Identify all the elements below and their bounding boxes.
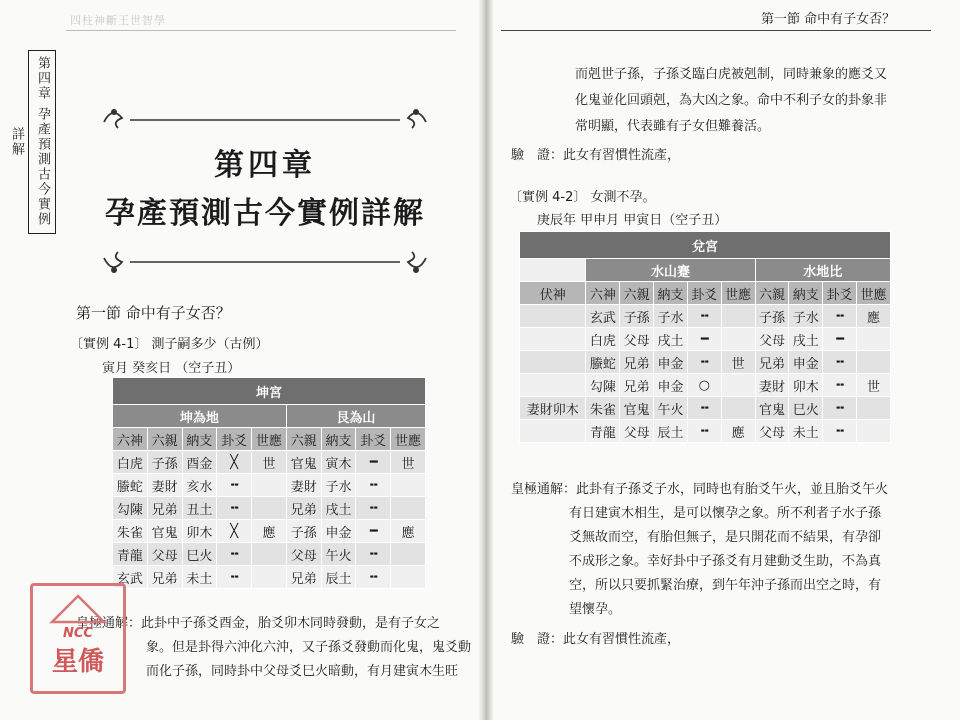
commentary-block: [511, 478, 951, 622]
table-cell: 兄弟: [755, 351, 789, 374]
right-page: [493, 0, 960, 720]
table-cell: [520, 328, 586, 351]
table-cell: 兄弟: [147, 566, 182, 589]
palace-header: 兌宮: [520, 232, 891, 259]
verify-label: 驗 證：: [511, 148, 564, 163]
table-row: [113, 566, 426, 589]
table-cell: 應: [252, 520, 287, 543]
hexagram-name-main: 水山蹇: [586, 259, 755, 282]
table-row: [520, 351, 891, 374]
column-header: 六神: [586, 282, 620, 305]
table-row: [113, 497, 426, 520]
table-cell: 勾陳: [586, 374, 620, 397]
table-cell: 子孫: [147, 451, 182, 474]
table-cell: ╍: [823, 374, 857, 397]
column-header: 世應: [857, 282, 891, 305]
column-header: 納支: [182, 428, 217, 451]
table-cell: ╍: [823, 420, 857, 443]
table-cell: ╍: [823, 305, 857, 328]
table-cell: [520, 420, 586, 443]
hexagram-name-changed: 水地比: [755, 259, 890, 282]
table-cell: 兄弟: [286, 497, 321, 520]
table-cell: ╍: [823, 397, 857, 420]
hexagram-table-left: [112, 377, 426, 589]
table-cell: ○: [687, 374, 721, 397]
table-cell: 父母: [620, 420, 654, 443]
commentary-line: 象。但是卦得六沖化六沖，又子孫爻發動而化鬼，鬼爻動: [146, 640, 472, 655]
table-cell: 白虎: [586, 328, 620, 351]
column-header: 卦爻: [217, 428, 252, 451]
table-cell: 午火: [321, 543, 356, 566]
table-cell: 玄武: [586, 305, 620, 328]
table-cell: 寅木: [321, 451, 356, 474]
table-cell: [721, 305, 755, 328]
commentary-line: 空，所以只要抓緊治療，到午年沖子孫而出空之時，有: [569, 578, 882, 593]
table-cell: 螣蛇: [113, 474, 148, 497]
table-cell: [721, 374, 755, 397]
table-cell: [721, 328, 755, 351]
table-cell: [857, 328, 891, 351]
example-tag: 〔實例 4-1〕: [70, 337, 148, 352]
chapter-title-block: [95, 140, 435, 232]
verify-block-2: [511, 628, 680, 647]
left-running-head: 四柱神斷王世智學: [70, 14, 166, 27]
table-cell: 青龍: [586, 420, 620, 443]
chapter-title: 孕產預測古今實例詳解: [105, 196, 425, 231]
table-cell: 巳火: [182, 543, 217, 566]
table-cell: [857, 351, 891, 374]
table-cell: 兄弟: [620, 374, 654, 397]
table-cell: [391, 543, 426, 566]
column-header: 卦爻: [687, 282, 721, 305]
table-cell: 兄弟: [147, 497, 182, 520]
table-cell: ╳: [217, 451, 252, 474]
column-header: 卦爻: [356, 428, 391, 451]
table-cell: 妻財: [286, 474, 321, 497]
hexagram-table-right: [519, 231, 891, 443]
intro-line: 常明顯，代表雖有子女但難養活。: [575, 119, 771, 134]
table-cell: [252, 543, 287, 566]
table-cell: [252, 474, 287, 497]
column-header: 卦爻: [823, 282, 857, 305]
verify-block-1: [511, 144, 680, 163]
commentary-label: 皇極通解：: [76, 616, 142, 631]
commentary-line: 不成形之象。幸好卦中子孫爻有月建動爻生助，不為真: [569, 554, 882, 569]
intro-block: [575, 62, 955, 140]
table-row: [520, 374, 891, 397]
table-cell: 辰土: [321, 566, 356, 589]
column-header: 世應: [391, 428, 426, 451]
intro-line: 而剋世子孫，子孫爻臨白虎被剋制，同時兼象的應爻又: [575, 67, 888, 82]
column-header: 世應: [721, 282, 755, 305]
bottom-ornament: [100, 250, 430, 280]
table-cell: [520, 351, 586, 374]
example-text: 測子嗣多少（古例）: [151, 337, 269, 352]
column-header: 伏神: [520, 282, 586, 305]
table-cell: [721, 397, 755, 420]
table-cell: 卯木: [789, 374, 823, 397]
table-cell: 兄弟: [620, 351, 654, 374]
table-cell: 未土: [789, 420, 823, 443]
table-cell: ╍: [217, 497, 252, 520]
commentary-line: 此卦中子孫爻酉金，胎爻卯木同時發動，是有子女之: [141, 616, 441, 631]
table-cell: 妻財卯木: [520, 397, 586, 420]
table-cell: 官鬼: [620, 397, 654, 420]
table-cell: 未土: [182, 566, 217, 589]
hexagram-name-main: 坤為地: [113, 405, 287, 428]
table-header-row: [113, 428, 426, 451]
table-cell: [520, 374, 586, 397]
table-cell: [857, 420, 891, 443]
table-cell: 應: [857, 305, 891, 328]
column-header: 納支: [654, 282, 688, 305]
table-cell: 申金: [789, 351, 823, 374]
table-cell: 巳火: [789, 397, 823, 420]
table-cell: 兄弟: [286, 566, 321, 589]
table-cell: 螣蛇: [586, 351, 620, 374]
table-cell: 父母: [755, 420, 789, 443]
book-gutter: [478, 0, 493, 720]
table-cell: [391, 497, 426, 520]
table-row: [520, 397, 891, 420]
date-line: 庚辰年 甲申月 甲寅日（空子丑）: [537, 213, 728, 228]
example-heading: [509, 186, 656, 205]
table-row: [113, 520, 426, 543]
table-row: [113, 451, 426, 474]
table-cell: 世: [391, 451, 426, 474]
table-cell: 亥水: [182, 474, 217, 497]
table-cell: 戌土: [789, 328, 823, 351]
left-page: [0, 0, 478, 720]
table-cell: [391, 566, 426, 589]
commentary-line: 有日建寅木相生，是可以懷孕之象。所不利者子水子孫: [569, 506, 882, 521]
table-cell: 父母: [147, 543, 182, 566]
table-cell: 子水: [321, 474, 356, 497]
table-cell: 父母: [286, 543, 321, 566]
table-header-row: [520, 282, 891, 305]
column-header: 六神: [113, 428, 148, 451]
table-cell: ━: [356, 520, 391, 543]
chapter-side-tab: 第四章 孕產預測古今實例詳解: [28, 50, 56, 234]
watermark-cjk: 星僑: [51, 647, 104, 677]
commentary-line: 望懷孕。: [569, 602, 622, 617]
table-cell: ╍: [217, 566, 252, 589]
table-cell: 青龍: [113, 543, 148, 566]
hexagram-name-changed: 艮為山: [286, 405, 425, 428]
table-row: [520, 420, 891, 443]
verify-label: 驗 證：: [511, 632, 564, 647]
table-cell: 官鬼: [755, 397, 789, 420]
watermark-latin: NCC: [63, 626, 93, 641]
right-running-head: 第一節 命中有子女否？: [761, 12, 896, 27]
commentary-label: 皇極通解：: [511, 482, 577, 497]
triangle-logo-icon: [48, 592, 108, 626]
section-title: 第一節 命中有子女否？: [76, 304, 231, 322]
table-cell: 申金: [654, 374, 688, 397]
table-cell: [252, 497, 287, 520]
right-running-head-rule: [501, 30, 931, 31]
table-cell: ╍: [217, 543, 252, 566]
table-cell: 午火: [654, 397, 688, 420]
table-cell: ╍: [687, 305, 721, 328]
verify-text: 此女有習慣性流產，: [563, 148, 681, 163]
table-row: [113, 543, 426, 566]
table-cell: ━: [687, 328, 721, 351]
example-heading: [70, 333, 269, 352]
table-cell: 子孫: [620, 305, 654, 328]
table-cell: 酉金: [182, 451, 217, 474]
table-cell: ╍: [823, 351, 857, 374]
table-cell: 子水: [789, 305, 823, 328]
column-header: 六親: [147, 428, 182, 451]
verify-text: 此女有習慣性流產，: [563, 632, 681, 647]
table-cell: 勾陳: [113, 497, 148, 520]
table-cell: [857, 397, 891, 420]
table-row: [520, 328, 891, 351]
ncc-watermark: [30, 583, 126, 694]
left-running-head-rule: [66, 30, 456, 31]
table-cell: ━: [356, 451, 391, 474]
column-header: 納支: [321, 428, 356, 451]
palace-header: 坤宮: [113, 378, 426, 405]
column-header: 納支: [789, 282, 823, 305]
table-cell: 子孫: [755, 305, 789, 328]
table-cell: ╍: [687, 420, 721, 443]
table-cell: 申金: [654, 351, 688, 374]
date-line: 寅月 癸亥日 （空子丑）: [102, 361, 241, 376]
table-cell: 應: [721, 420, 755, 443]
table-cell: 子水: [654, 305, 688, 328]
commentary-line: 此卦有子孫爻子水，同時也有胎爻午火，並且胎爻午火: [576, 482, 889, 497]
column-header: 六親: [286, 428, 321, 451]
table-row: [520, 305, 891, 328]
table-cell: [520, 305, 586, 328]
table-cell: ━: [823, 328, 857, 351]
table-cell: [252, 566, 287, 589]
column-header: 六親: [620, 282, 654, 305]
table-row: [113, 474, 426, 497]
table-cell: 世: [721, 351, 755, 374]
commentary-line: 爻無故而空，有胎但無子，是只開花而不結果，有孕卻: [569, 530, 882, 545]
table-cell: 世: [857, 374, 891, 397]
example-tag: 〔實例 4-2〕: [509, 190, 587, 205]
table-cell: 世: [252, 451, 287, 474]
chapter-number: 第四章: [214, 148, 316, 183]
table-cell: 辰土: [654, 420, 688, 443]
table-cell: ╍: [356, 543, 391, 566]
table-cell: ╍: [356, 566, 391, 589]
table-cell: 玄武: [113, 566, 148, 589]
table-cell: 父母: [755, 328, 789, 351]
table-cell: ╍: [217, 474, 252, 497]
table-cell: 應: [391, 520, 426, 543]
table-cell: ╍: [356, 474, 391, 497]
intro-line: 化鬼並化回頭剋，為大凶之象。命中不利子女的卦象非: [575, 93, 888, 108]
table-cell: 朱雀: [586, 397, 620, 420]
table-cell: ╳: [217, 520, 252, 543]
table-cell: 妻財: [755, 374, 789, 397]
table-cell: 丑土: [182, 497, 217, 520]
table-cell: 妻財: [147, 474, 182, 497]
column-header: 世應: [252, 428, 287, 451]
table-cell: 父母: [620, 328, 654, 351]
commentary-line: 而化子孫，同時卦中父母爻巳火暗動，有月建寅木生旺: [146, 664, 459, 679]
table-cell: 官鬼: [147, 520, 182, 543]
column-header: 六親: [755, 282, 789, 305]
table-cell: 戌土: [321, 497, 356, 520]
top-ornament: [100, 100, 430, 130]
table-cell: 白虎: [113, 451, 148, 474]
example-text: 女測不孕。: [590, 190, 656, 205]
table-cell: 朱雀: [113, 520, 148, 543]
commentary-block: [76, 612, 476, 684]
table-cell: [391, 474, 426, 497]
table-cell: ╍: [687, 397, 721, 420]
table-cell: 子孫: [286, 520, 321, 543]
table-cell: ╍: [356, 497, 391, 520]
table-cell: 申金: [321, 520, 356, 543]
table-cell: ╍: [687, 351, 721, 374]
table-cell: 卯木: [182, 520, 217, 543]
table-cell: 官鬼: [286, 451, 321, 474]
table-cell: 戌土: [654, 328, 688, 351]
